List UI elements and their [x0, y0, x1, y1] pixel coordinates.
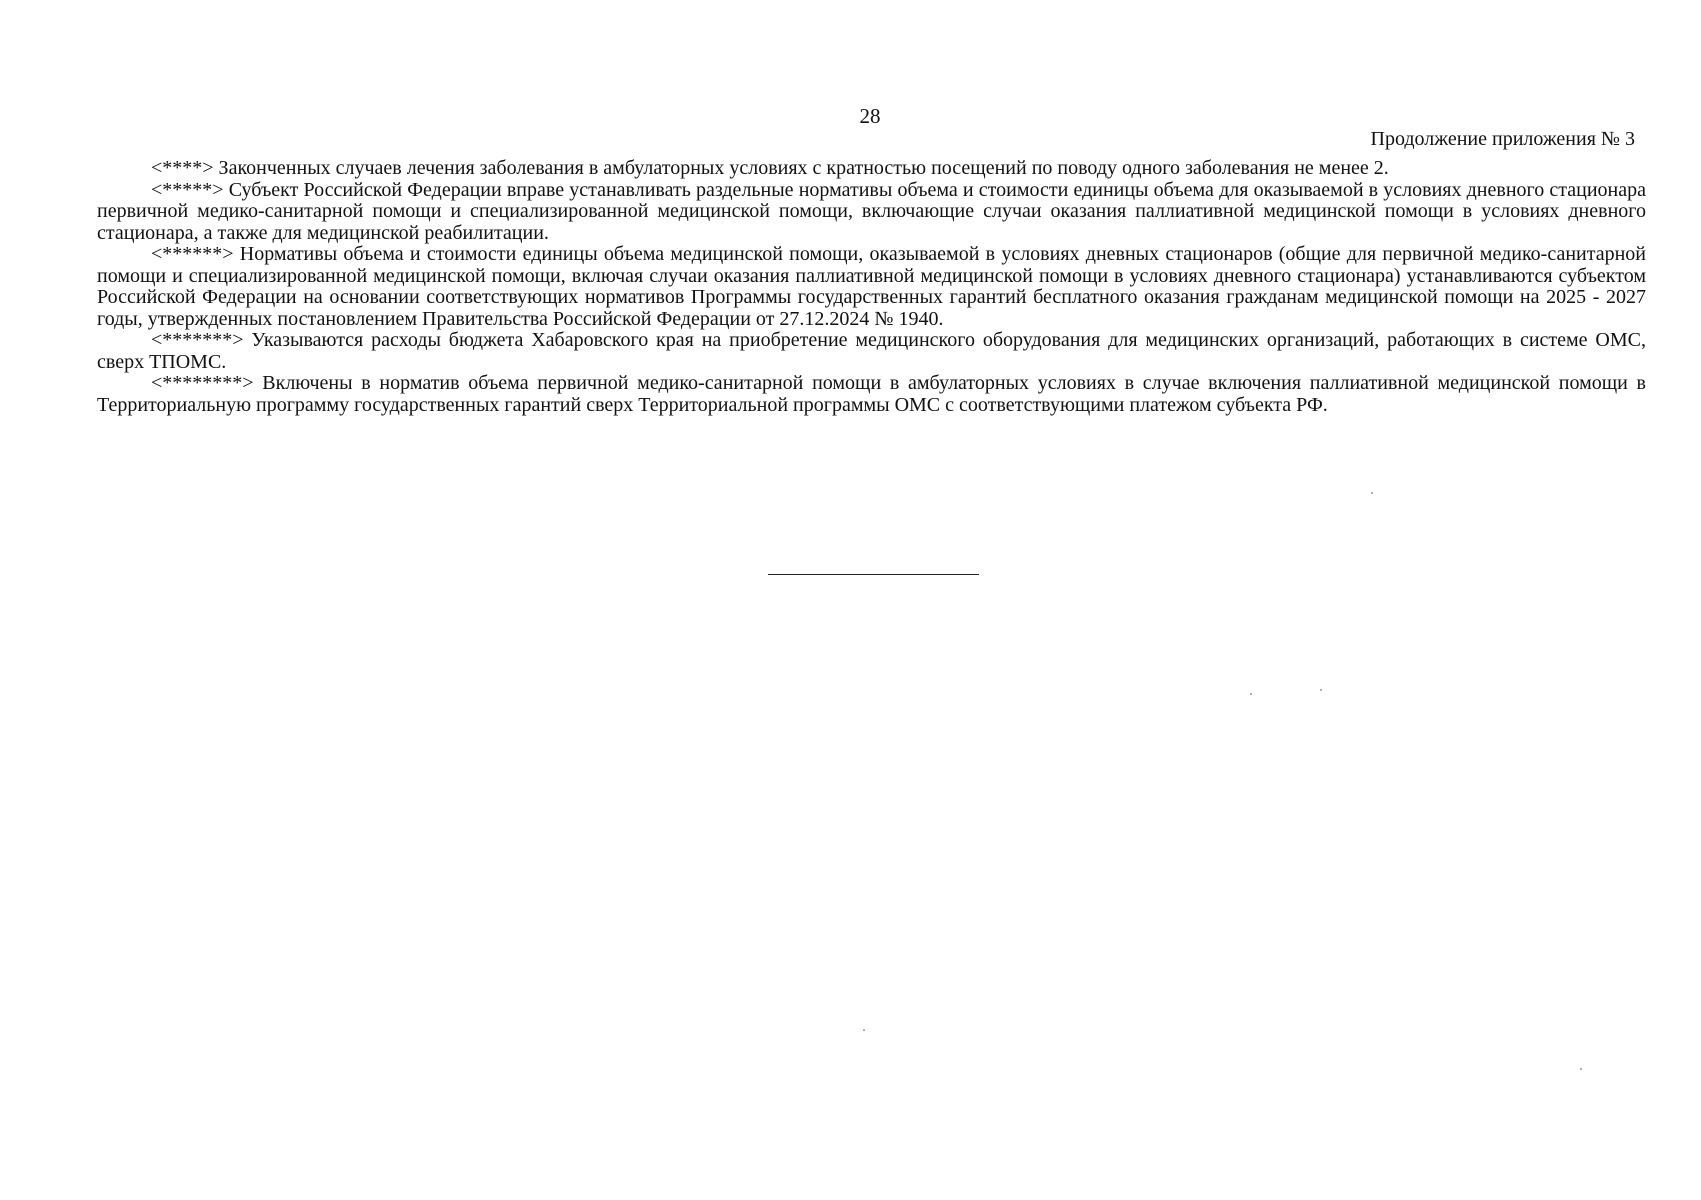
appendix-continuation-label: Продолжение приложения № 3 [1370, 128, 1635, 150]
footnotes-block [97, 158, 1646, 416]
footnote-7-stars: <*******> Указываются расходы бюджета Хабаровского края на приобретение медицинского оборудования для медицинских организаций, работающих в системе ОМС, сверх ТПОМС. [97, 329, 1646, 373]
footnote-5-stars: <*****> Субъект Российской Федерации вправе устанавливать раздельные нормативы объема и стоимости единицы объема для оказываемой в условиях дневного стационара первичной медико-санитарной помощи и специализированной медицинской помощи, включающие случаи оказания паллиативной медицинской помощи в условиях дневного стационара, а также для медицинской реабилитации. [97, 178, 1646, 244]
scan-speck [1580, 1068, 1582, 1070]
end-separator-line [768, 574, 979, 575]
page-number: 28 [859, 104, 881, 128]
footnote-8-stars: <********> Включены в норматив объема первичной медико-санитарной помощи в амбулаторных условиях в случае включения паллиативной медицинской помощи в Территориальную программу государственных гарантий сверх Территориальной программы ОМС с соответствующими платежом субъекта РФ. [97, 372, 1646, 416]
scan-speck [863, 1029, 865, 1031]
footnote-4-stars: <****> Законченных случаев лечения заболевания в амбулаторных условиях с кратностью посещений по поводу одного заболевания не менее 2. [151, 157, 1389, 179]
scan-speck [1371, 492, 1373, 494]
footnote-6-stars: <******> Нормативы объема и стоимости единицы объема медицинской помощи, оказываемой в условиях дневных стационаров (общие для первичной медико-санитарной помощи и специализированной медицинской помощи, включая случаи оказания паллиативной медицинской помощи в условиях дневного стационара) устанавливаются субъектом Российской Федерации на основании соответствующих нормативов Программы государственных гарантий бесплатного оказания гражданам медицинской помощи на 2025 - 2027 годы, утвержденных постановлением Правительства Российской Федерации от 27.12.2024 № 1940. [97, 243, 1646, 330]
scan-speck [1320, 689, 1322, 691]
scan-speck [1250, 693, 1252, 695]
